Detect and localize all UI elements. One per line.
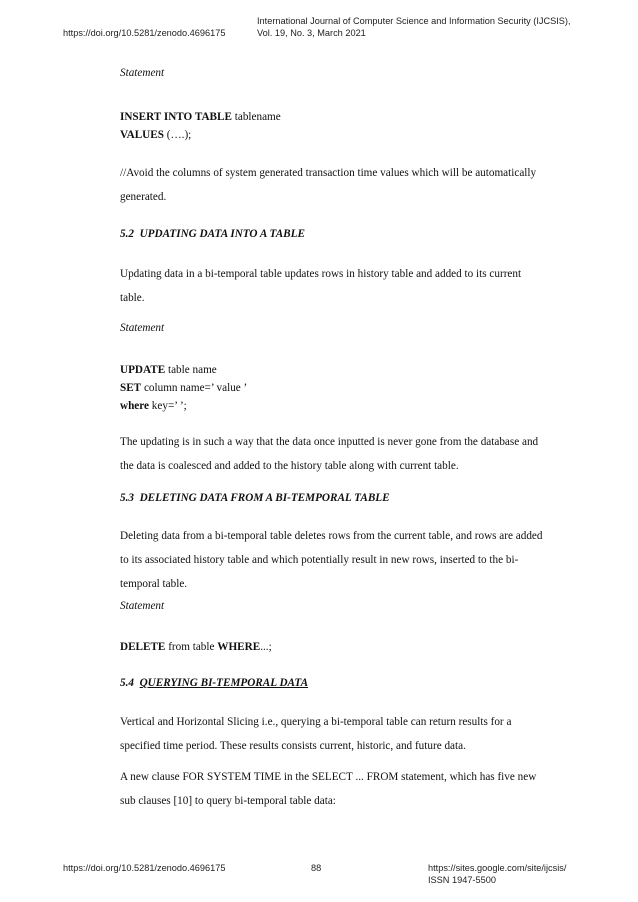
paragraph-line: temporal table. bbox=[120, 578, 188, 590]
paragraph-line: A new clause FOR SYSTEM TIME in the SELECT ... FROM statement, which has five new bbox=[120, 771, 537, 783]
footer-doi[interactable]: https://doi.org/10.5281/zenodo.4696175 bbox=[63, 863, 226, 873]
section-title: QUERYING BI-TEMPORAL DATA bbox=[139, 677, 309, 689]
insert-note-line2: generated. bbox=[120, 191, 167, 203]
statement-label-insert: Statement bbox=[120, 67, 165, 79]
footer-site-link[interactable]: https://sites.google.com/site/ijcsis/ bbox=[428, 863, 567, 873]
footer-issn: ISSN 1947-5500 bbox=[428, 875, 496, 885]
code-text: key=’ ’; bbox=[149, 400, 187, 412]
header-journal-line1: International Journal of Computer Science and Information Security (IJCSIS), bbox=[257, 16, 571, 26]
code-update-line2 bbox=[120, 382, 247, 394]
section-heading-5-2 bbox=[120, 228, 305, 240]
section-title: UPDATING DATA INTO A TABLE bbox=[139, 228, 305, 240]
code-update-line3 bbox=[120, 400, 187, 412]
code-text: ...; bbox=[260, 641, 272, 653]
statement-label-delete: Statement bbox=[120, 600, 165, 612]
paragraph-5-2 bbox=[120, 262, 522, 310]
statement-label-update: Statement bbox=[120, 322, 165, 334]
code-text: table name bbox=[165, 364, 217, 376]
code-update-line1 bbox=[120, 364, 217, 376]
header-doi[interactable]: https://doi.org/10.5281/zenodo.4696175 bbox=[63, 28, 226, 38]
paragraph-line: Deleting data from a bi-temporal table deletes rows from the current table, and rows are added bbox=[120, 530, 543, 542]
code-text: (….); bbox=[163, 129, 192, 141]
paragraph-line: the data is coalesced and added to the history table along with current table. bbox=[120, 460, 459, 472]
paragraph-5-4-a bbox=[120, 710, 518, 758]
keyword-update: UPDATE bbox=[120, 364, 166, 376]
code-insert-line1 bbox=[120, 111, 281, 123]
paragraph-line: The updating is in such a way that the data once inputted is never gone from the database and bbox=[120, 436, 539, 448]
section-number: 5.3 bbox=[120, 492, 134, 504]
paragraph-5-3 bbox=[120, 524, 543, 596]
keyword-where: where bbox=[120, 400, 149, 412]
section-heading-5-4 bbox=[120, 677, 308, 689]
keyword-insert-into-table: INSERT INTO TABLE bbox=[120, 111, 232, 123]
code-delete-line bbox=[120, 641, 272, 653]
paragraph-line: sub clauses [10] to query bi-temporal table data: bbox=[120, 795, 336, 807]
section-title: DELETING DATA FROM A BI-TEMPORAL TABLE bbox=[139, 492, 390, 504]
paragraph-line: specified time period. These results consists current, historic, and future data. bbox=[120, 740, 466, 752]
paragraph-line: Updating data in a bi-temporal table updates rows in history table and added to its current bbox=[120, 268, 522, 280]
code-text: from table bbox=[165, 641, 218, 653]
header-journal-line2: Vol. 19, No. 3, March 2021 bbox=[257, 28, 366, 38]
paragraph-5-4-b bbox=[120, 765, 537, 813]
update-note-paragraph bbox=[120, 430, 539, 478]
paragraph-line: to its associated history table and which potentially result in new rows, inserted to the bi- bbox=[120, 554, 519, 566]
insert-note-line1: //Avoid the columns of system generated transaction time values which will be automatically bbox=[120, 167, 537, 179]
code-insert-line2 bbox=[120, 129, 191, 141]
insert-note-paragraph bbox=[120, 161, 537, 209]
paragraph-line: table. bbox=[120, 292, 145, 304]
keyword-values: VALUES bbox=[120, 129, 164, 141]
keyword-where: WHERE bbox=[217, 641, 261, 653]
code-text: column name=’ value ’ bbox=[141, 382, 248, 394]
paragraph-line: Vertical and Horizontal Slicing i.e., querying a bi-temporal table can return results for a bbox=[120, 716, 512, 728]
keyword-set: SET bbox=[120, 382, 142, 394]
section-number: 5.4 bbox=[120, 677, 134, 689]
section-number: 5.2 bbox=[120, 228, 134, 240]
section-heading-5-3 bbox=[120, 492, 390, 504]
page-number: 88 bbox=[311, 863, 322, 873]
code-text: tablename bbox=[231, 111, 281, 123]
keyword-delete: DELETE bbox=[120, 641, 166, 653]
